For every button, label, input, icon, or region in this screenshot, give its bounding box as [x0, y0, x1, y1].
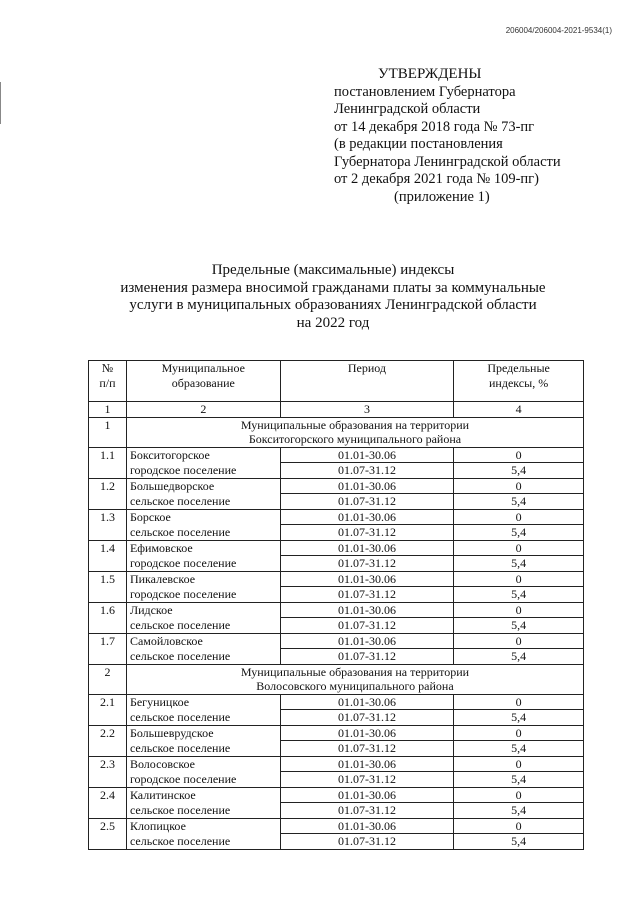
period-cell: 01.07-31.12 — [280, 649, 454, 665]
period-cell: 01.01-30.06 — [280, 571, 454, 587]
index-cell: 0 — [454, 447, 584, 463]
index-cell: 5,4 — [454, 710, 584, 726]
table-row — [89, 834, 584, 850]
table-row — [89, 478, 584, 494]
table-row — [89, 447, 584, 463]
approval-line: от 14 декабря 2018 года № 73-пг — [334, 118, 535, 135]
table-row — [89, 494, 584, 510]
row-num: 2.3 — [89, 756, 127, 787]
approval-line: Ленинградской области — [334, 101, 481, 117]
municipality-name: Ефимовское — [126, 540, 280, 556]
table-row — [89, 818, 584, 834]
index-cell: 0 — [454, 818, 584, 834]
table-row — [89, 787, 584, 803]
table-row — [89, 618, 584, 634]
period-cell: 01.01-30.06 — [280, 478, 454, 494]
municipality-name: Бокситогорское — [126, 447, 280, 463]
title-line: изменения размера вносимой гражданами платы за коммунальные — [120, 279, 546, 296]
section-title-line: Муниципальные образования на территории — [240, 664, 470, 679]
table-row — [89, 649, 584, 665]
row-num: 1.1 — [89, 447, 127, 478]
row-num: 1.7 — [89, 633, 127, 664]
row-num: 1.6 — [89, 602, 127, 633]
approval-line: Губернатора Ленинградской области — [334, 153, 561, 170]
municipality-name: Клопицкое — [126, 818, 280, 834]
table-row — [89, 633, 584, 649]
column-number: 4 — [454, 402, 584, 418]
period-cell: 01.01-30.06 — [280, 818, 454, 834]
index-cell: 5,4 — [454, 834, 584, 850]
municipality-type: городское поселение — [126, 463, 280, 479]
table-row — [89, 509, 584, 525]
municipality-name: Борское — [126, 509, 280, 525]
section-title-line: Бокситогорского муниципального района — [248, 432, 462, 446]
period-cell: 01.07-31.12 — [280, 556, 454, 572]
index-cell: 0 — [454, 633, 584, 649]
table-row — [89, 803, 584, 819]
period-cell: 01.07-31.12 — [280, 463, 454, 479]
row-num: 1.2 — [89, 478, 127, 509]
municipality-type: городское поселение — [126, 772, 280, 788]
approval-block — [334, 66, 634, 206]
approval-line: постановлением Губернатора — [334, 83, 516, 100]
table-row — [89, 710, 584, 726]
index-cell: 5,4 — [454, 494, 584, 510]
index-cell: 5,4 — [454, 772, 584, 788]
indices-table — [88, 360, 584, 850]
period-cell: 01.01-30.06 — [280, 509, 454, 525]
section-title-line: Муниципальные образования на территории — [240, 417, 470, 432]
period-cell: 01.01-30.06 — [280, 447, 454, 463]
period-cell: 01.01-30.06 — [280, 787, 454, 803]
index-cell: 5,4 — [454, 556, 584, 572]
appendix-label: (приложение 1) — [394, 188, 490, 205]
index-cell: 0 — [454, 694, 584, 710]
municipality-name: Самойловское — [126, 633, 280, 649]
index-cell: 0 — [454, 509, 584, 525]
section-title — [126, 417, 583, 447]
period-cell: 01.07-31.12 — [280, 710, 454, 726]
approval-line: от 2 декабря 2021 года № 109-пг) — [334, 171, 539, 187]
municipality-type: сельское поселение — [126, 710, 280, 726]
column-number: 1 — [89, 402, 127, 418]
section-num: 1 — [89, 417, 127, 447]
period-cell: 01.01-30.06 — [280, 756, 454, 772]
row-num: 2.4 — [89, 787, 127, 818]
table-row — [89, 540, 584, 556]
municipality-name: Большедворское — [126, 478, 280, 494]
period-cell: 01.07-31.12 — [280, 494, 454, 510]
table-row — [89, 587, 584, 603]
municipality-type: городское поселение — [126, 587, 280, 603]
municipality-type: сельское поселение — [126, 649, 280, 665]
municipality-name: Лидское — [126, 602, 280, 618]
period-cell: 01.01-30.06 — [280, 540, 454, 556]
index-cell: 5,4 — [454, 741, 584, 757]
index-cell: 0 — [454, 725, 584, 741]
index-cell: 0 — [454, 787, 584, 803]
table-row — [89, 571, 584, 587]
period-cell: 01.07-31.12 — [280, 772, 454, 788]
column-number-row — [89, 402, 584, 418]
municipality-type: сельское поселение — [126, 741, 280, 757]
municipality-type: сельское поселение — [126, 618, 280, 634]
period-cell: 01.07-31.12 — [280, 587, 454, 603]
municipality-type: сельское поселение — [126, 494, 280, 510]
header-index: Предельные индексы, % — [454, 361, 584, 402]
index-cell: 5,4 — [454, 803, 584, 819]
index-cell: 0 — [454, 571, 584, 587]
approval-header: УТВЕРЖДЕНЫ — [378, 66, 482, 82]
section-row — [89, 664, 584, 694]
period-cell: 01.01-30.06 — [280, 633, 454, 649]
title-line: услуги в муниципальных образованиях Ленинградской области — [129, 297, 537, 313]
index-cell: 5,4 — [454, 525, 584, 541]
period-cell: 01.07-31.12 — [280, 525, 454, 541]
period-cell: 01.01-30.06 — [280, 725, 454, 741]
header-municipality: Муниципальное образование — [126, 361, 280, 402]
index-cell: 5,4 — [454, 618, 584, 634]
scan-edge-mark — [0, 82, 1, 124]
municipality-type: городское поселение — [126, 556, 280, 572]
header-num: № п/п — [89, 361, 127, 402]
header-period: Период — [280, 361, 454, 402]
document-id: 206004/206004-2021-9534(1) — [505, 26, 612, 35]
municipality-type: сельское поселение — [126, 525, 280, 541]
index-cell: 0 — [454, 756, 584, 772]
municipality-name: Калитинское — [126, 787, 280, 803]
row-num: 1.3 — [89, 509, 127, 540]
period-cell: 01.01-30.06 — [280, 694, 454, 710]
title-line: Предельные (максимальные) индексы — [211, 262, 455, 278]
table-row — [89, 463, 584, 479]
municipality-type: сельское поселение — [126, 834, 280, 850]
table-row — [89, 725, 584, 741]
column-number: 2 — [126, 402, 280, 418]
period-cell: 01.07-31.12 — [280, 618, 454, 634]
table-row — [89, 756, 584, 772]
section-num: 2 — [89, 664, 127, 694]
municipality-type: сельское поселение — [126, 803, 280, 819]
row-num: 1.4 — [89, 540, 127, 571]
municipality-name: Пикалевское — [126, 571, 280, 587]
section-row — [89, 417, 584, 447]
municipality-name: Бегуницкое — [126, 694, 280, 710]
row-num: 2.2 — [89, 725, 127, 756]
index-cell: 0 — [454, 540, 584, 556]
municipality-name: Большеврудское — [126, 725, 280, 741]
table-header-row — [89, 361, 584, 402]
row-num: 2.1 — [89, 694, 127, 725]
row-num: 1.5 — [89, 571, 127, 602]
index-cell: 0 — [454, 602, 584, 618]
column-number: 3 — [280, 402, 454, 418]
index-cell: 5,4 — [454, 649, 584, 665]
index-cell: 0 — [454, 478, 584, 494]
section-title-line: Волосовского муниципального района — [256, 679, 454, 693]
period-cell: 01.01-30.06 — [280, 602, 454, 618]
index-cell: 5,4 — [454, 587, 584, 603]
index-cell: 5,4 — [454, 463, 584, 479]
title-line: на 2022 год — [296, 314, 370, 331]
table-row — [89, 741, 584, 757]
table-row — [89, 602, 584, 618]
period-cell: 01.07-31.12 — [280, 741, 454, 757]
table-row — [89, 772, 584, 788]
document-title — [98, 262, 568, 332]
period-cell: 01.07-31.12 — [280, 803, 454, 819]
section-title — [126, 664, 583, 694]
table-row — [89, 525, 584, 541]
period-cell: 01.07-31.12 — [280, 834, 454, 850]
approval-line: (в редакции постановления — [334, 136, 503, 152]
table-row — [89, 556, 584, 572]
municipality-name: Волосовское — [126, 756, 280, 772]
row-num: 2.5 — [89, 818, 127, 849]
table-row — [89, 694, 584, 710]
